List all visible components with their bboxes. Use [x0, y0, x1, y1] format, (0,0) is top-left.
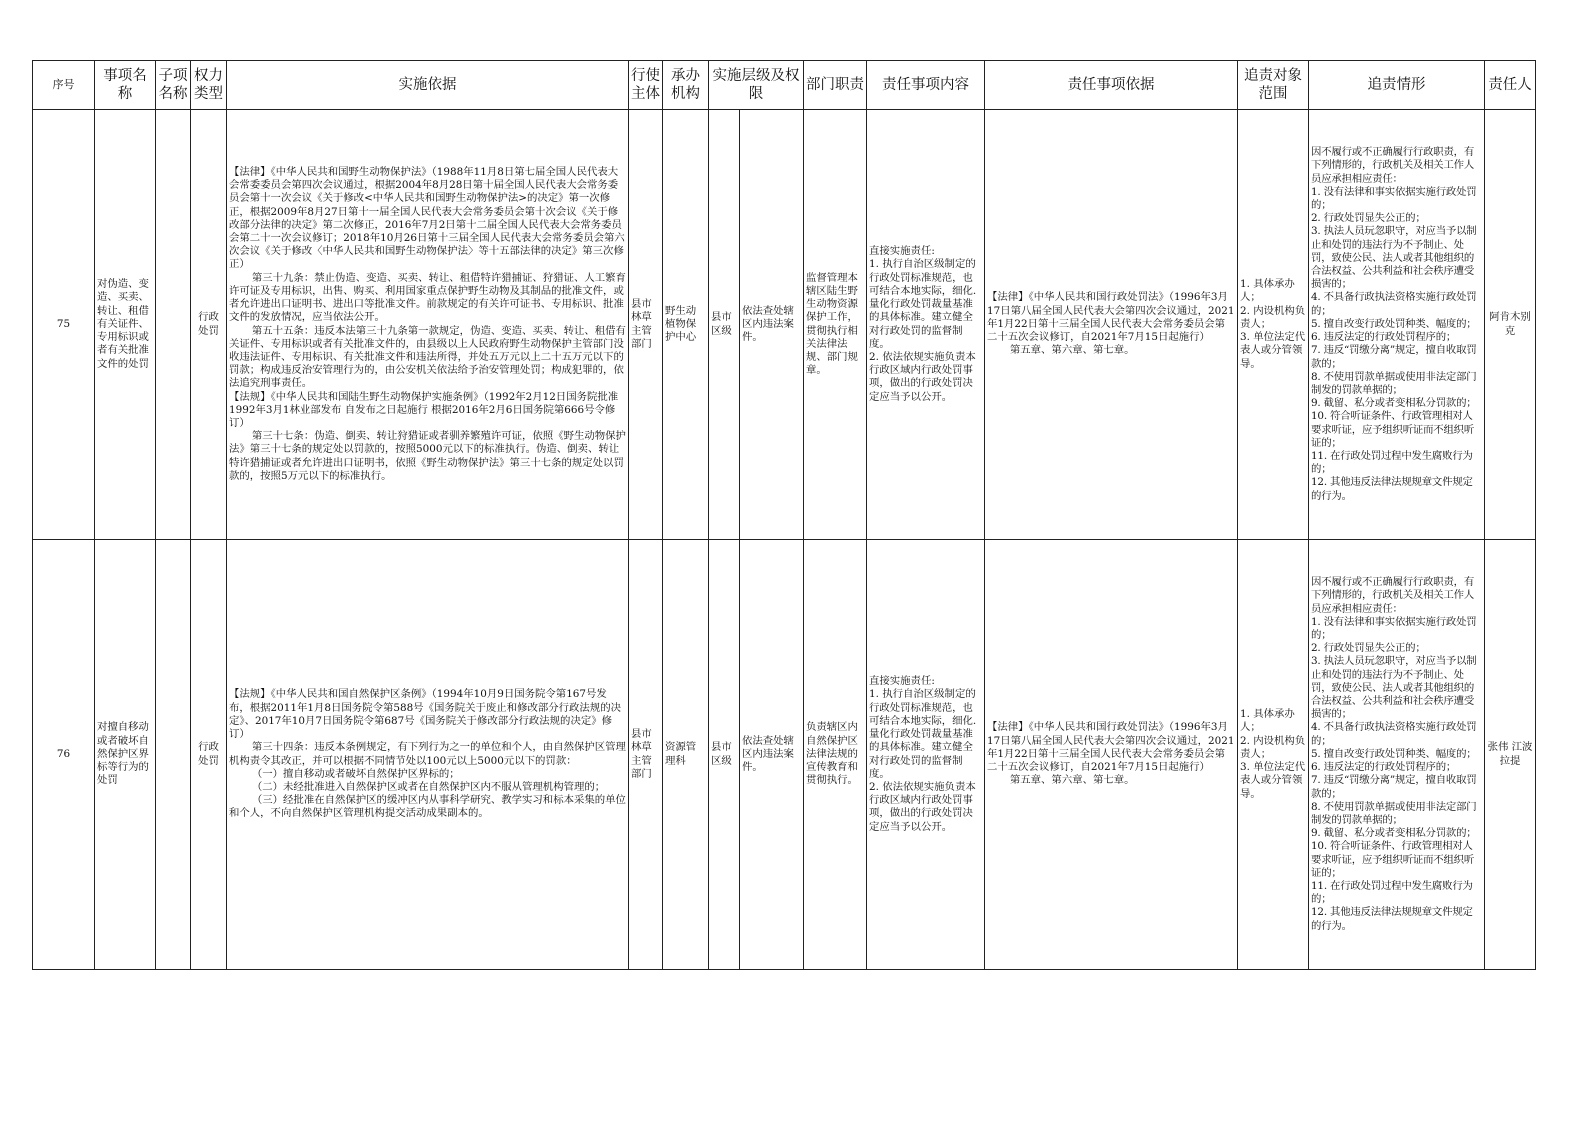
basis-paragraph: 第三十九条：禁止伪造、变造、买卖、转让、租借特许猎捕证、狩猎证、人工繁育许可证及专用标识，出售、购买、利用国家重点保护野生动物及其制品的批准文件，或者允许进出口证明书、进出口等批准文件。前款规定的有关许可证书、专用标识、批准文件的发放情况，应当依法公开。: [229, 271, 626, 324]
row-no: 76: [33, 540, 95, 970]
table-row: [33, 110, 1536, 540]
accountability-text: 因不履行或不正确履行行政职责，有下列情形的，行政机关及相关工作人员应承担相应责任： 1. 没有法律和事实依据实施行政处罚的； 2. 行政处罚显失公正的； 3. 执法人员玩忽职守，对应当予以制止和处罚的违法行为不予制止、处罚，致使公民、法人或者其他组织的合法权益、公共利益和社会秩序遭受损害的； 4. 不具备行政执法资格实施行政处罚的； 5. 擅自改变行政处罚种类、幅度的； 6. 违反法定的行政处罚程序的； 7. 违反“罚缴分离”规定，擅自收取罚款的； 8. 不使用罚款单据或使用非法定部门制发的罚款单据的； 9. 截留、私分或者变相私分罚款的； 10. 符合听证条件、行政管理相对人要求听证，应予组织听证而不组织听证的； 11. 在行政处罚过程中发生腐败行为的； 12. 其他违反法律法规规章文件规定的行为。: [1311, 146, 1477, 502]
row-level-b: 依法查处辖区内违法案件。: [740, 110, 804, 540]
accountable-scope-text: 1. 具体承办人； 2. 内设机构负责人； 3. 单位法定代表人或分管领导。: [1240, 708, 1306, 800]
basis-paragraph: 【法规】《中华人民共和国陆生野生动物保护实施条例》（1992年2月12日国务院批准 1992年3月1林业部发布 自发布之日起施行 根据2016年2月6日国务院第666号令修订）: [229, 390, 622, 429]
basis-paragraph: （三）经批准在自然保护区的缓冲区内从事科学研究、教学实习和标本采集的单位和个人，不向自然保护区管理机构提交活动成果副本的。: [229, 794, 626, 820]
header-subject: 行使主体: [629, 61, 663, 110]
row-sub-item: [156, 540, 191, 970]
basis-paragraph: 第五十五条：违反本法第三十九条第一款规定，伪造、变造、买卖、转让、租借有关证件、专用标识或者有关批准文件的，由县级以上人民政府野生动物保护主管部门没收违法证件、专用标识、有关批准文件和违法所得，并处五万元以上二十五万元以下的罚款；构成违反治安管理行为的，由公安机关依法给予治安管理处罚；构成犯罪的，依法追究刑事责任。: [229, 324, 626, 390]
row-power-type: 行政处罚: [191, 540, 227, 970]
basis-paragraph: 【法规】《中华人民共和国自然保护区条例》（1994年10月9日国务院令第167号发布，根据2011年1月8日国务院令第588号《国务院关于废止和修改部分行政法规的决定》、2017年10月7日国务院令第687号《国务院关于修改部分行政法规的决定》修订）: [229, 688, 621, 741]
header-resp-basis: 责任事项依据: [985, 61, 1238, 110]
basis-paragraph: 第三十四条：违反本条例规定，有下列行为之一的单位和个人，由自然保护区管理机构责令其改正，并可以根据不同情节处以100元以上5000元以下的罚款：: [229, 741, 626, 767]
header-basis: 实施依据: [227, 61, 629, 110]
row-level-b: 依法查处辖区内违法案件。: [740, 540, 804, 970]
header-handling-org: 承办机构: [663, 61, 709, 110]
power-list-table: [32, 60, 1536, 970]
row-resp-basis: [985, 540, 1238, 970]
header-resp-content: 责任事项内容: [867, 61, 985, 110]
basis-paragraph: （一）擅自移动或者破坏自然保护区界标的；: [251, 767, 460, 780]
row-resp-content: [867, 540, 985, 970]
header-accountability: 追责情形: [1309, 61, 1485, 110]
basis-paragraph: 第三十七条：伪造、倒卖、转让狩猎证或者驯养繁殖许可证，依照《野生动物保护法》第三十七条的规定处以罚款的，按照5000元以下的标准执行。伪造、倒卖、转让特许猎捕证或者允许进出口证明书，依照《野生动物保护法》第三十七条的规定处以罚款的，按照5万元以下的标准执行。: [229, 430, 626, 482]
row-accountability: [1309, 540, 1485, 970]
row-handling-org: 野生动植物保护中心: [663, 110, 709, 540]
header-no: 序号: [33, 61, 95, 110]
row-handling-org: 资源管理科: [663, 540, 709, 970]
accountability-text: 因不履行或不正确履行行政职责，有下列情形的，行政机关及相关工作人员应承担相应责任： 1. 没有法律和事实依据实施行政处罚的； 2. 行政处罚显失公正的； 3. 执法人员玩忽职守，对应当予以制止和处罚的违法行为不予制止、处罚，致使公民、法人或者其他组织的合法权益、公共利益和社会秩序遭受损害的； 4. 不具备行政执法资格实施行政处罚的； 5. 擅自改变行政处罚种类、幅度的； 6. 违反法定的行政处罚程序的； 7. 违反“罚缴分离”规定，擅自收取罚款的； 8. 不使用罚款单据或使用非法定部门制发的罚款单据的； 9. 截留、私分或者变相私分罚款的； 10. 符合听证条件、行政管理相对人要求听证，应予组织听证而不组织听证的； 11. 在行政处罚过程中发生腐败行为的； 12. 其他违反法律法规规章文件规定的行为。: [1311, 576, 1477, 932]
row-subject: 县市林草主管部门: [629, 110, 663, 540]
row-dept-duty: 负责辖区内自然保护区法律法规的宣传教育和贯彻执行。: [804, 540, 867, 970]
resp-content-text: 直接实施责任: 1. 执行自治区级制定的行政处罚标准规范，也可结合本地实际，细化. 量化行政处罚裁量基准的具体标准。建立健全对行政处罚的监督制度。 2. 依法依规实施负责本行政区域内行政处罚事项，做出的行政处罚决定应当予以公开。: [869, 675, 977, 833]
row-accountable-scope: [1238, 110, 1309, 540]
row-level-a: 县市区级: [709, 540, 740, 970]
row-accountability: [1309, 110, 1485, 540]
row-item-name: 对伪造、变造、买卖、转让、租借有关证件、专用标识或者有关批准文件的处罚: [95, 110, 156, 540]
row-item-name: 对擅自移动或者破坏自然保护区界标等行为的处罚: [95, 540, 156, 970]
row-subject: 县市林草主管部门: [629, 540, 663, 970]
resp-content-text: 直接实施责任: 1. 执行自治区级制定的行政处罚标准规范，也可结合本地实际，细化. 量化行政处罚裁量基准的具体标准。建立健全对行政处罚的监督制度。 2. 依法依规实施负责本行政区域内行政处罚事项，做出的行政处罚决定应当予以公开。: [869, 245, 977, 403]
accountable-scope-text: 1. 具体承办人； 2. 内设机构负责人； 3. 单位法定代表人或分管领导。: [1240, 278, 1306, 370]
resp-basis-paragraph: 第五章、第六章、第七章。: [1009, 774, 1135, 787]
header-level: 实施层级及权限: [709, 61, 804, 110]
resp-basis-paragraph: 第五章、第六章、第七章。: [1009, 344, 1135, 357]
basis-paragraph: 【法律】《中华人民共和国野生动物保护法》（1988年11月8日第七届全国人民代表大会常委委员会第四次会议通过，根据2004年8月28日第十届全国人民代表大会常务委员会第十一次会议《关于修改<中华人民共和国野生动物保护法>的决定》第一次修正，根据2009年8月27日第十一届全国人民代表大会常务委员会第十次会议《关于修改部分法律的决定》第二次修正，2016年7月2日第十二届全国人民代表大会常务委员会第二十一次会议修订；2018年10月26日第十三届全国人民代表大会常务委员会第六次会议《关于修改〈中华人民共和国野生动物保护法〉等十五部法律的决定》第三次修正）: [229, 166, 625, 271]
header-row: [33, 61, 1536, 110]
header-dept-duty: 部门职责: [804, 61, 867, 110]
resp-basis-paragraph: 【法律】《中华人民共和国行政处罚法》（1996年3月17日第八届全国人民代表大会第四次会议通过，2021年1月22日第十三届全国人民代表大会常务委员会第二十五次会议修订，自2021年7月15日起施行）: [987, 291, 1235, 344]
row-person: 阿肯木别克: [1485, 110, 1536, 540]
header-power-type: 权力类型: [191, 61, 227, 110]
row-power-type: 行政处罚: [191, 110, 227, 540]
row-no: 75: [33, 110, 95, 540]
row-accountable-scope: [1238, 540, 1309, 970]
header-item-name: 事项名称: [95, 61, 156, 110]
header-accountable-scope: 追责对象范围: [1238, 61, 1309, 110]
row-basis: [227, 110, 629, 540]
row-resp-basis: [985, 110, 1238, 540]
table-row: [33, 540, 1536, 970]
row-sub-item: [156, 110, 191, 540]
header-person: 责任人: [1485, 61, 1536, 110]
row-dept-duty: 监督管理本辖区陆生野生动物资源保护工作，贯彻执行相关法律法规、部门规章。: [804, 110, 867, 540]
basis-paragraph: （二）未经批准进入自然保护区或者在自然保护区内不服从管理机构管理的；: [251, 780, 606, 793]
row-resp-content: [867, 110, 985, 540]
row-basis: [227, 540, 629, 970]
row-level-a: 县市区级: [709, 110, 740, 540]
resp-basis-paragraph: 【法律】《中华人民共和国行政处罚法》（1996年3月17日第八届全国人民代表大会第四次会议通过，2021年1月22日第十三届全国人民代表大会常务委员会第二十五次会议修订，自2021年7月15日起施行）: [987, 721, 1235, 774]
row-person: 张伟 江波拉提: [1485, 540, 1536, 970]
header-sub-item: 子项名称: [156, 61, 191, 110]
